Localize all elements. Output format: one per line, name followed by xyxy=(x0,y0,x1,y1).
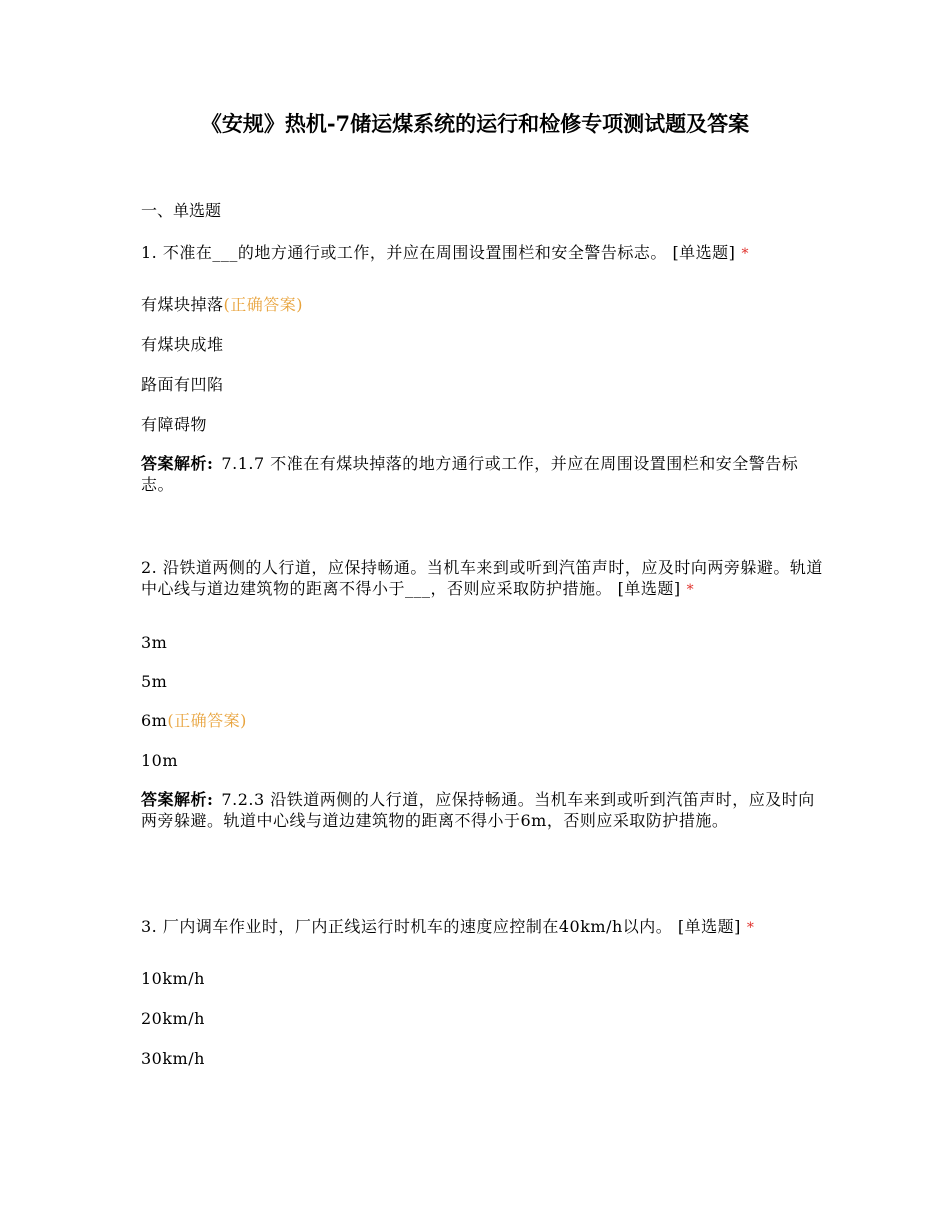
question-3-option-a[interactable] xyxy=(141,968,205,990)
analysis-text: 7.2.3 沿铁道两侧的人行道，应保持畅通。当机车来到或听到汽笛声时，应及时向两旁躲避。轨道中心线与道边建筑物的距离不得小于6m，否则应采取防护措施。 xyxy=(141,790,815,830)
option-text: 6m xyxy=(141,711,168,730)
option-text: 30km/h xyxy=(141,1049,205,1068)
required-mark: * xyxy=(741,246,749,262)
correct-answer-tag: (正确答案) xyxy=(223,295,304,314)
option-text: 10m xyxy=(141,751,179,770)
question-1-option-a[interactable] xyxy=(141,294,303,316)
option-text: 有煤块成堆 xyxy=(141,335,224,354)
option-text: 路面有凹陷 xyxy=(141,375,224,394)
question-2-option-b[interactable] xyxy=(141,671,167,693)
question-3 xyxy=(141,916,831,939)
question-1-analysis xyxy=(141,453,831,495)
correct-answer-tag: (正确答案) xyxy=(167,711,247,730)
question-3-option-b[interactable] xyxy=(141,1008,205,1030)
question-1-text: 1. 不准在___的地方通行或工作，并应在周围设置围栏和安全警告标志。 [单选题] xyxy=(141,243,736,262)
question-1-option-c[interactable] xyxy=(141,374,224,396)
question-3-option-c[interactable] xyxy=(141,1048,205,1070)
question-2-option-d[interactable] xyxy=(141,750,178,772)
question-2 xyxy=(141,557,831,601)
section-heading: 一、单选题 xyxy=(141,201,222,220)
option-text: 20km/h xyxy=(141,1009,205,1028)
question-2-analysis xyxy=(141,789,831,831)
option-text: 3m xyxy=(141,633,168,652)
question-3-text: 3. 厂内调车作业时，厂内正线运行时机车的速度应控制在40km/h以内。 [单选题] xyxy=(141,917,741,936)
analysis-label: 答案解析: xyxy=(141,454,214,473)
question-2-option-c[interactable] xyxy=(141,710,247,732)
analysis-text: 7.1.7 不准在有煤块掉落的地方通行或工作，并应在周围设置围栏和安全警告标志。 xyxy=(141,454,799,494)
question-1-option-d[interactable] xyxy=(141,414,207,436)
question-1-option-b[interactable] xyxy=(141,334,224,356)
required-mark: * xyxy=(686,582,695,598)
required-mark: * xyxy=(746,920,755,936)
question-2-text: 2. 沿铁道两侧的人行道，应保持畅通。当机车来到或听到汽笛声时，应及时向两旁躲避。轨道中心线与道边建筑物的距离不得小于___，否则应采取防护措施。 [单选题] xyxy=(141,558,823,598)
document-title: 《安规》热机-7储运煤系统的运行和检修专项测试题及答案 xyxy=(200,111,750,136)
option-text: 有煤块掉落 xyxy=(141,295,224,314)
option-text: 有障碍物 xyxy=(141,415,208,434)
analysis-label: 答案解析: xyxy=(141,790,214,809)
question-1 xyxy=(141,242,831,265)
option-text: 10km/h xyxy=(141,969,205,988)
question-2-option-a[interactable] xyxy=(141,632,167,654)
option-text: 5m xyxy=(141,672,168,691)
